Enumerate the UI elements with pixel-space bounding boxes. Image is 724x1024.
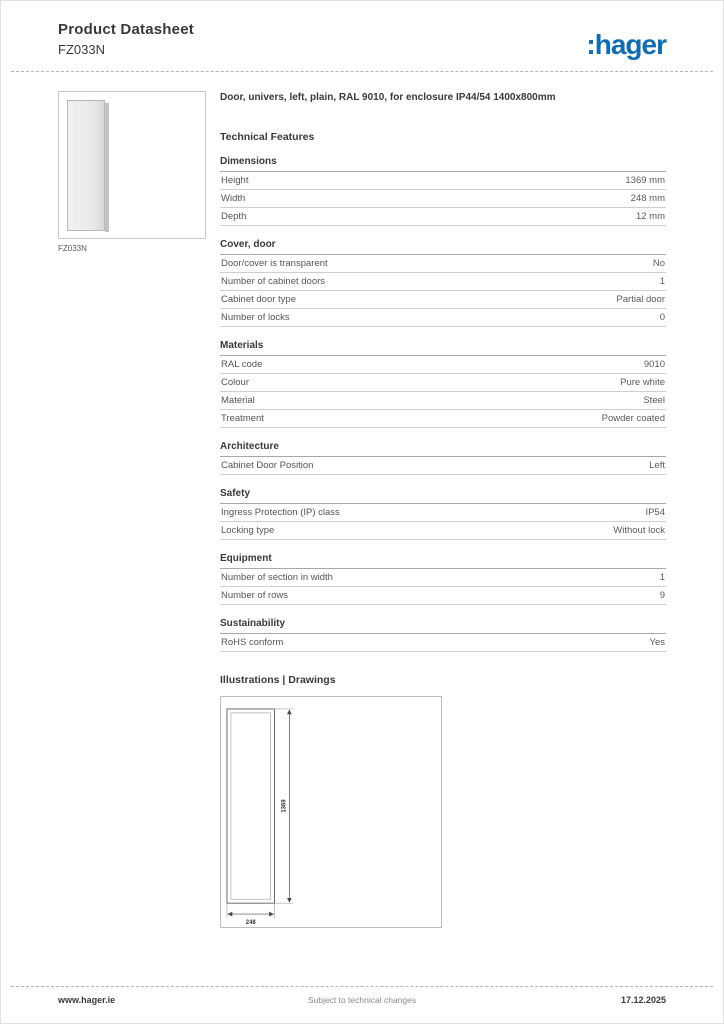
- spec-sections: [220, 156, 666, 652]
- spec-label: Width: [221, 193, 246, 204]
- spec-label: Number of section in width: [221, 572, 333, 583]
- spec-row: [220, 569, 666, 587]
- spec-label: Number of cabinet doors: [221, 276, 326, 287]
- spec-value: Steel: [643, 395, 665, 406]
- section-title: Equipment: [220, 553, 666, 569]
- footer-website-link[interactable]: www.hager.ie: [58, 995, 116, 1005]
- spec-row: [220, 374, 666, 392]
- section-rows: [220, 172, 666, 226]
- spec-row: [220, 634, 666, 652]
- spec-label: Cabinet Door Position: [221, 460, 314, 471]
- spec-value: 1: [659, 276, 665, 287]
- footer-divider: [11, 986, 713, 987]
- spec-row: [220, 190, 666, 208]
- illustrations-title: Illustrations | Drawings: [220, 674, 336, 686]
- section-rows: [220, 634, 666, 652]
- spec-label: RoHS conform: [221, 637, 284, 648]
- spec-value: Pure white: [620, 377, 665, 388]
- footer-note: Subject to technical changes: [307, 995, 417, 1005]
- spec-value: Left: [649, 460, 665, 471]
- spec-value: IP54: [645, 507, 665, 518]
- section-title: Sustainability: [220, 618, 666, 634]
- section-title: Materials: [220, 340, 666, 356]
- technical-drawing-frame: [220, 696, 442, 928]
- spec-label: Cabinet door type: [221, 294, 296, 305]
- spec-row: [220, 410, 666, 428]
- spec-value: 0: [659, 312, 665, 323]
- section-rows: [220, 569, 666, 605]
- spec-value: 12 mm: [635, 211, 665, 222]
- page-footer: [58, 995, 666, 1007]
- spec-row: [220, 522, 666, 540]
- spec-label: Number of rows: [221, 590, 289, 601]
- spec-row: [220, 291, 666, 309]
- door-outline: [227, 709, 275, 903]
- spec-label: Locking type: [221, 525, 275, 536]
- spec-value: 1: [659, 572, 665, 583]
- document-title: Product Datasheet: [58, 21, 194, 38]
- spec-value: Yes: [649, 637, 665, 648]
- section-rows: [220, 356, 666, 428]
- spec-label: Depth: [221, 211, 247, 222]
- spec-section: [220, 488, 666, 540]
- spec-row: [220, 457, 666, 475]
- spec-row: [220, 309, 666, 327]
- product-figure: [58, 91, 206, 253]
- footer-date: 17.12.2025: [620, 995, 666, 1005]
- section-title: Architecture: [220, 441, 666, 457]
- spec-value: No: [652, 258, 665, 269]
- spec-value: Powder coated: [601, 413, 665, 424]
- main-content: [220, 91, 666, 928]
- spec-label: Colour: [221, 377, 249, 388]
- product-image-frame: [58, 91, 206, 239]
- spec-value: 9: [659, 590, 665, 601]
- hager-logo: :hager: [586, 29, 666, 60]
- width-dimension-label: 248: [245, 919, 256, 926]
- page-header: [58, 21, 666, 69]
- spec-row: [220, 392, 666, 410]
- section-rows: [220, 457, 666, 475]
- spec-value: Partial door: [616, 294, 665, 305]
- spec-section: [220, 239, 666, 327]
- spec-section: [220, 553, 666, 605]
- section-rows: [220, 504, 666, 540]
- section-title: Cover, door: [220, 239, 666, 255]
- spec-value: 1369 mm: [625, 175, 665, 186]
- spec-label: RAL code: [221, 359, 263, 370]
- spec-label: Treatment: [221, 413, 264, 424]
- height-dimension-label: 1369: [281, 799, 288, 813]
- spec-label: Height: [221, 175, 249, 186]
- technical-drawing: [221, 697, 441, 927]
- spec-row: [220, 273, 666, 291]
- spec-row: [220, 504, 666, 522]
- header-divider: [11, 71, 713, 72]
- spec-row: [220, 587, 666, 605]
- product-reference: FZ033N: [58, 42, 105, 57]
- spec-section: [220, 618, 666, 652]
- spec-row: [220, 208, 666, 226]
- spec-value: 248 mm: [630, 193, 665, 204]
- section-title: Safety: [220, 488, 666, 504]
- spec-value: 9010: [643, 359, 665, 370]
- spec-label: Number of locks: [221, 312, 290, 323]
- spec-section: [220, 441, 666, 475]
- product-description: Door, univers, left, plain, RAL 9010, for enclosure IP44/54 1400x800mm: [220, 92, 556, 103]
- product-door-image: [67, 100, 105, 231]
- spec-label: Door/cover is transparent: [221, 258, 328, 269]
- technical-features-title: Technical Features: [220, 131, 315, 143]
- spec-value: Without lock: [613, 525, 665, 536]
- spec-label: Material: [221, 395, 255, 406]
- section-rows: [220, 255, 666, 327]
- product-image-caption: FZ033N: [58, 244, 87, 253]
- spec-section: [220, 340, 666, 428]
- spec-row: [220, 172, 666, 190]
- spec-label: Ingress Protection (IP) class: [221, 507, 340, 518]
- spec-row: [220, 255, 666, 273]
- spec-section: [220, 156, 666, 226]
- section-title: Dimensions: [220, 156, 666, 172]
- spec-row: [220, 356, 666, 374]
